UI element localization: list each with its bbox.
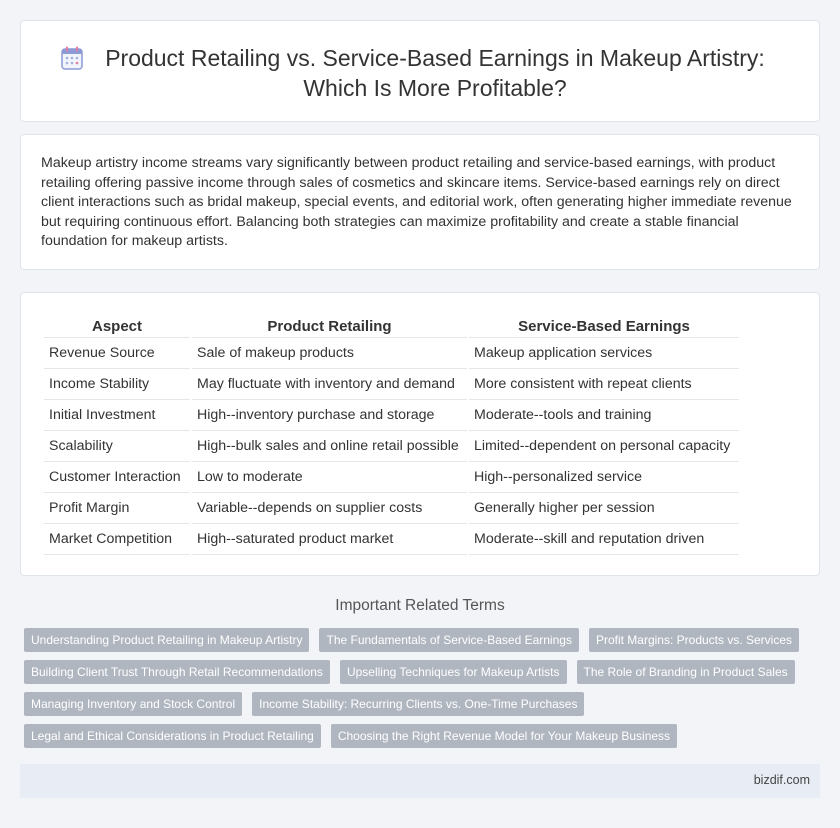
related-terms-list	[24, 628, 824, 756]
comparison-table	[42, 316, 741, 555]
related-term-tag[interactable]: The Fundamentals of Service-Based Earnings	[319, 628, 578, 652]
table-cell: Moderate--skill and reputation driven	[469, 524, 739, 555]
table-cell: Profit Margin	[44, 493, 190, 524]
table-cell: Scalability	[44, 431, 190, 462]
related-term-tag[interactable]: Income Stability: Recurring Clients vs. One-Time Purchases	[252, 692, 584, 716]
header-service-based: Service-Based Earnings	[469, 316, 739, 338]
title-card	[20, 20, 820, 122]
related-term-tag[interactable]: Legal and Ethical Considerations in Product Retailing	[24, 724, 321, 748]
summary-paragraph: Makeup artistry income streams vary significantly between product retailing and service-based earnings, with product retailing offering passive income through sales of cosmetics and skincare items. Service-based earnings rely on direct client interactions such as bridal makeup, special events, and editorial work, often generating higher immediate revenue but requiring continuous effort. Balancing both strategies can maximize profitability and create a stable financial foundation for makeup artists.	[41, 155, 792, 249]
table-cell: Sale of makeup products	[192, 338, 467, 369]
footer	[20, 764, 820, 798]
table-cell: High--bulk sales and online retail possible	[192, 431, 467, 462]
summary-card	[20, 134, 820, 270]
table-cell: Limited--dependent on personal capacity	[469, 431, 739, 462]
header-product-retailing: Product Retailing	[192, 316, 467, 338]
table-cell: High--personalized service	[469, 462, 739, 493]
related-term-tag[interactable]: Understanding Product Retailing in Makeup Artistry	[24, 628, 309, 652]
table-cell: Revenue Source	[44, 338, 190, 369]
table-cell: High--saturated product market	[192, 524, 467, 555]
page-title: Product Retailing vs. Service-Based Earnings in Makeup Artistry: Which Is More Profitable?	[105, 45, 765, 101]
table-cell: Makeup application services	[469, 338, 739, 369]
comparison-table-card	[20, 292, 820, 576]
related-term-tag[interactable]: Building Client Trust Through Retail Recommendations	[24, 660, 330, 684]
table-cell: Low to moderate	[192, 462, 467, 493]
table-cell: Market Competition	[44, 524, 190, 555]
table-row	[44, 400, 739, 431]
related-term-tag[interactable]: Upselling Techniques for Makeup Artists	[340, 660, 567, 684]
table-cell: Initial Investment	[44, 400, 190, 431]
table-cell: More consistent with repeat clients	[469, 369, 739, 400]
table-row	[44, 493, 739, 524]
header-aspect: Aspect	[44, 316, 190, 338]
related-term-tag[interactable]: Managing Inventory and Stock Control	[24, 692, 242, 716]
footer-site-link[interactable]: bizdif.com	[753, 773, 810, 787]
table-header-row	[44, 316, 739, 338]
table-row	[44, 369, 739, 400]
related-term-tag[interactable]: The Role of Branding in Product Sales	[577, 660, 795, 684]
related-term-tag[interactable]: Choosing the Right Revenue Model for Your Makeup Business	[331, 724, 677, 748]
table-cell: High--inventory purchase and storage	[192, 400, 467, 431]
related-term-tag[interactable]: Profit Margins: Products vs. Services	[589, 628, 799, 652]
table-cell: May fluctuate with inventory and demand	[192, 369, 467, 400]
related-terms-heading: Important Related Terms	[335, 597, 505, 614]
table-row	[44, 338, 739, 369]
table-row	[44, 524, 739, 555]
table-cell: Moderate--tools and training	[469, 400, 739, 431]
table-row	[44, 462, 739, 493]
table-cell: Variable--depends on supplier costs	[192, 493, 467, 524]
table-cell: Customer Interaction	[44, 462, 190, 493]
table-row	[44, 431, 739, 462]
table-cell: Income Stability	[44, 369, 190, 400]
table-cell: Generally higher per session	[469, 493, 739, 524]
